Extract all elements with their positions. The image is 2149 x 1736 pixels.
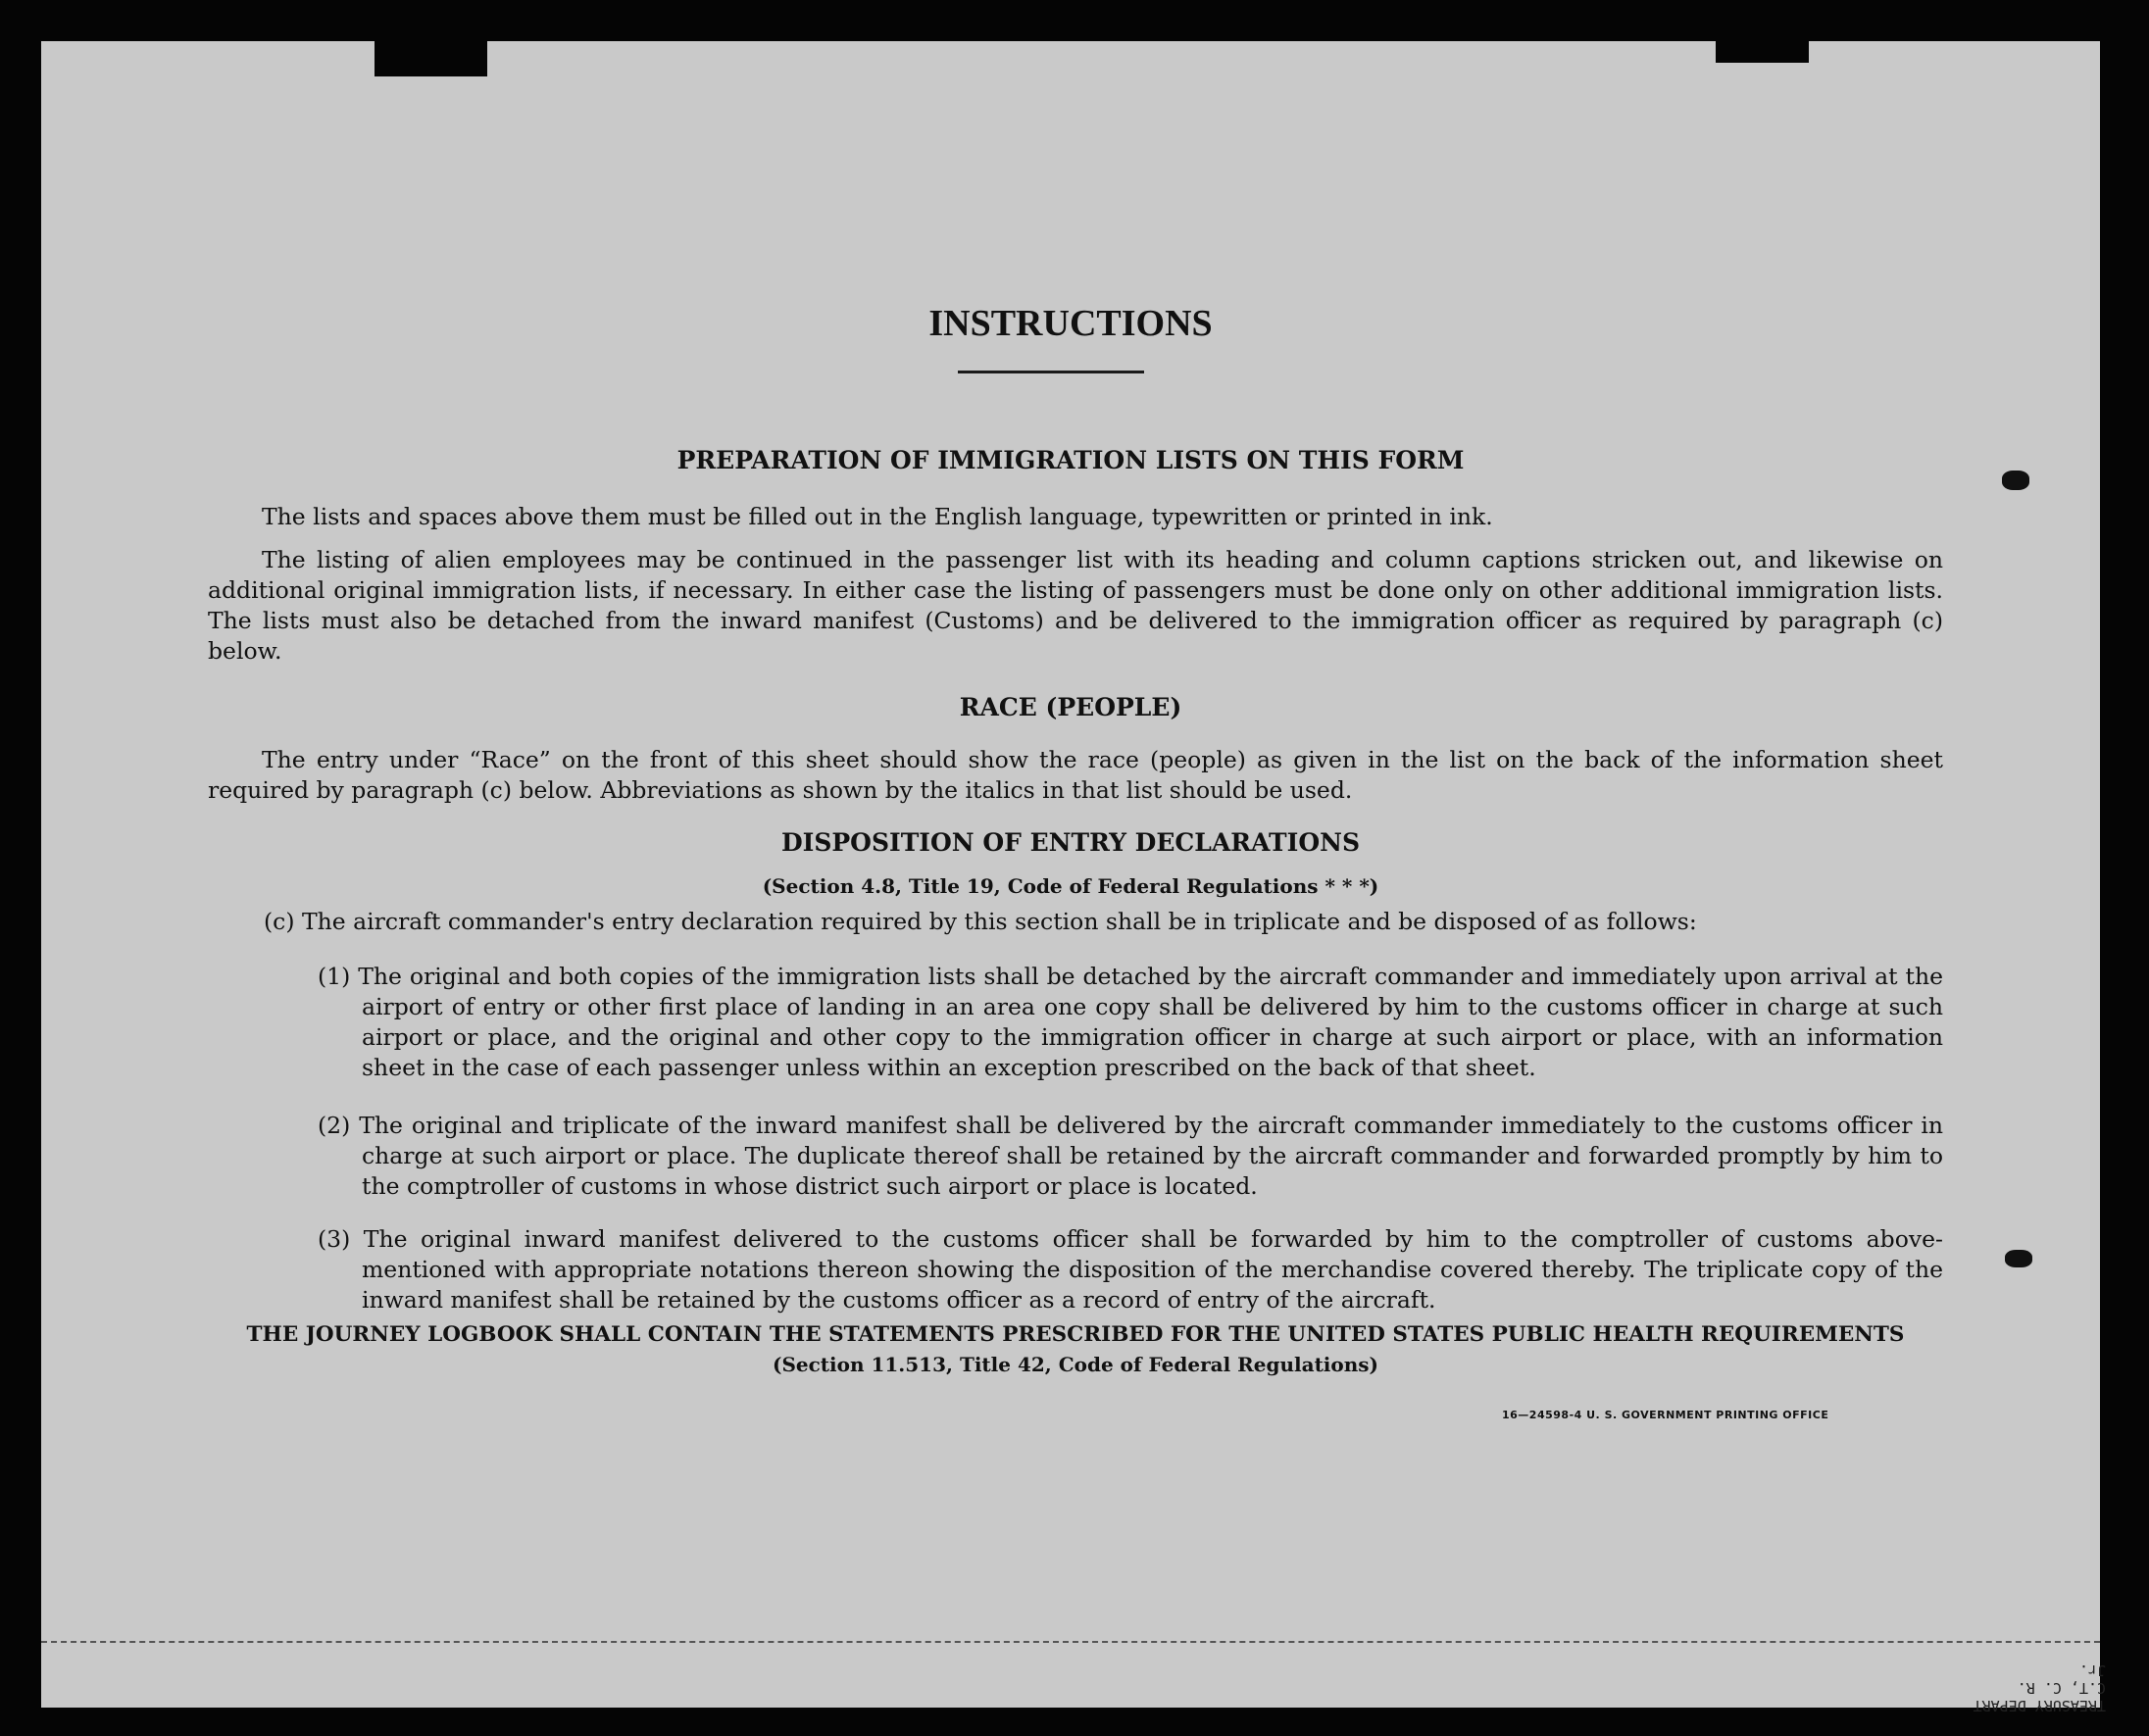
disposition-subheading: (Section 4.8, Title 19, Code of Federal Regulations * * *) (762, 874, 1379, 898)
stamp-line-2: C.T, C. R. (2017, 1679, 2106, 1697)
document-sheet (41, 41, 2106, 1714)
torn-edge (1716, 41, 1809, 63)
title-underline (958, 371, 1144, 373)
disposition-item-3: (3) The original inward manifest delivered to the customs officer shall be forwarded by him to the comptroller of customs above-mentioned with appropriate notations thereon showing the disposition of the merchandise covered thereby. The triplicate copy of the inward manifest shall be retained by the customs officer as a record of entry of the aircraft. (318, 1225, 1943, 1314)
ink-blot (2002, 471, 2029, 490)
race-heading: RACE (PEOPLE) (959, 693, 1182, 721)
footer-notice (208, 1320, 1943, 1379)
perforation-line (41, 1641, 2100, 1643)
disposition-heading: DISPOSITION OF ENTRY DECLARATIONS (780, 828, 1361, 857)
stamp-line-1: TREASURY DEPART (1973, 1697, 2106, 1714)
page-title: INSTRUCTIONS (928, 303, 1213, 344)
stamp-line-3: Jr. (2078, 1662, 2106, 1679)
disposition-item-2: (2) The original and triplicate of the inward manifest shall be delivered by the aircraft commander immediately to the customs officer in charge at such airport or place. The duplicate thereof shall be retained by the aircraft commander and forwarded promptly by him to the comptroller of customs in whose district such airport or place is located. (318, 1112, 1943, 1200)
footer-line-1: THE JOURNEY LOGBOOK SHALL CONTAIN THE STATEMENTS PRESCRIBED FOR THE UNITED STATES PUBLIC HEALTH REQUIREMENTS (246, 1322, 1905, 1347)
torn-edge (375, 41, 487, 76)
preparation-heading: PREPARATION OF IMMIGRATION LISTS ON THIS FORM (676, 446, 1465, 474)
disposition-item-1: (1) The original and both copies of the immigration lists shall be detached by the aircraft commander and immediately upon arrival at the airport of entry or other first place of landing in an area one copy shall be delivered by him to the customs officer in charge at such airport or place, and the original and other copy to the immigration officer in charge at such airport or place, with an information sheet in the case of each passenger unless within an exception prescribed on the back of that sheet. (318, 963, 1943, 1081)
preparation-paragraph-2: The listing of alien employees may be continued in the passenger list with its heading and column captions stricken out, and likewise on additional original immigration lists, if necessary. In either case the listing of passengers must be done only on other additional immigration lists. The lists must also be detached from the inward manifest (Customs) and be delivered to the immigration officer as required by paragraph (c) below. (208, 546, 1943, 665)
printer-imprint: 16—24598-4 U. S. GOVERNMENT PRINTING OFFICE (1502, 1409, 1829, 1421)
race-paragraph: The entry under “Race” on the front of this sheet should show the race (people) as given in the list on the back of the information sheet required by paragraph (c) below. Abbreviations as shown by the italics in that list should be used. (208, 746, 1943, 804)
footer-line-2: (Section 11.513, Title 42, Code of Federal Regulations) (772, 1353, 1379, 1376)
preparation-paragraph-1: The lists and spaces above them must be filled out in the English language, typewritten or printed in ink. (262, 503, 1493, 530)
disposition-intro: (c) The aircraft commander's entry declaration required by this section shall be in triplicate and be disposed of as follows: (264, 908, 1697, 935)
ink-blot (2005, 1250, 2032, 1267)
treasury-stamp (1812, 1656, 2106, 1714)
